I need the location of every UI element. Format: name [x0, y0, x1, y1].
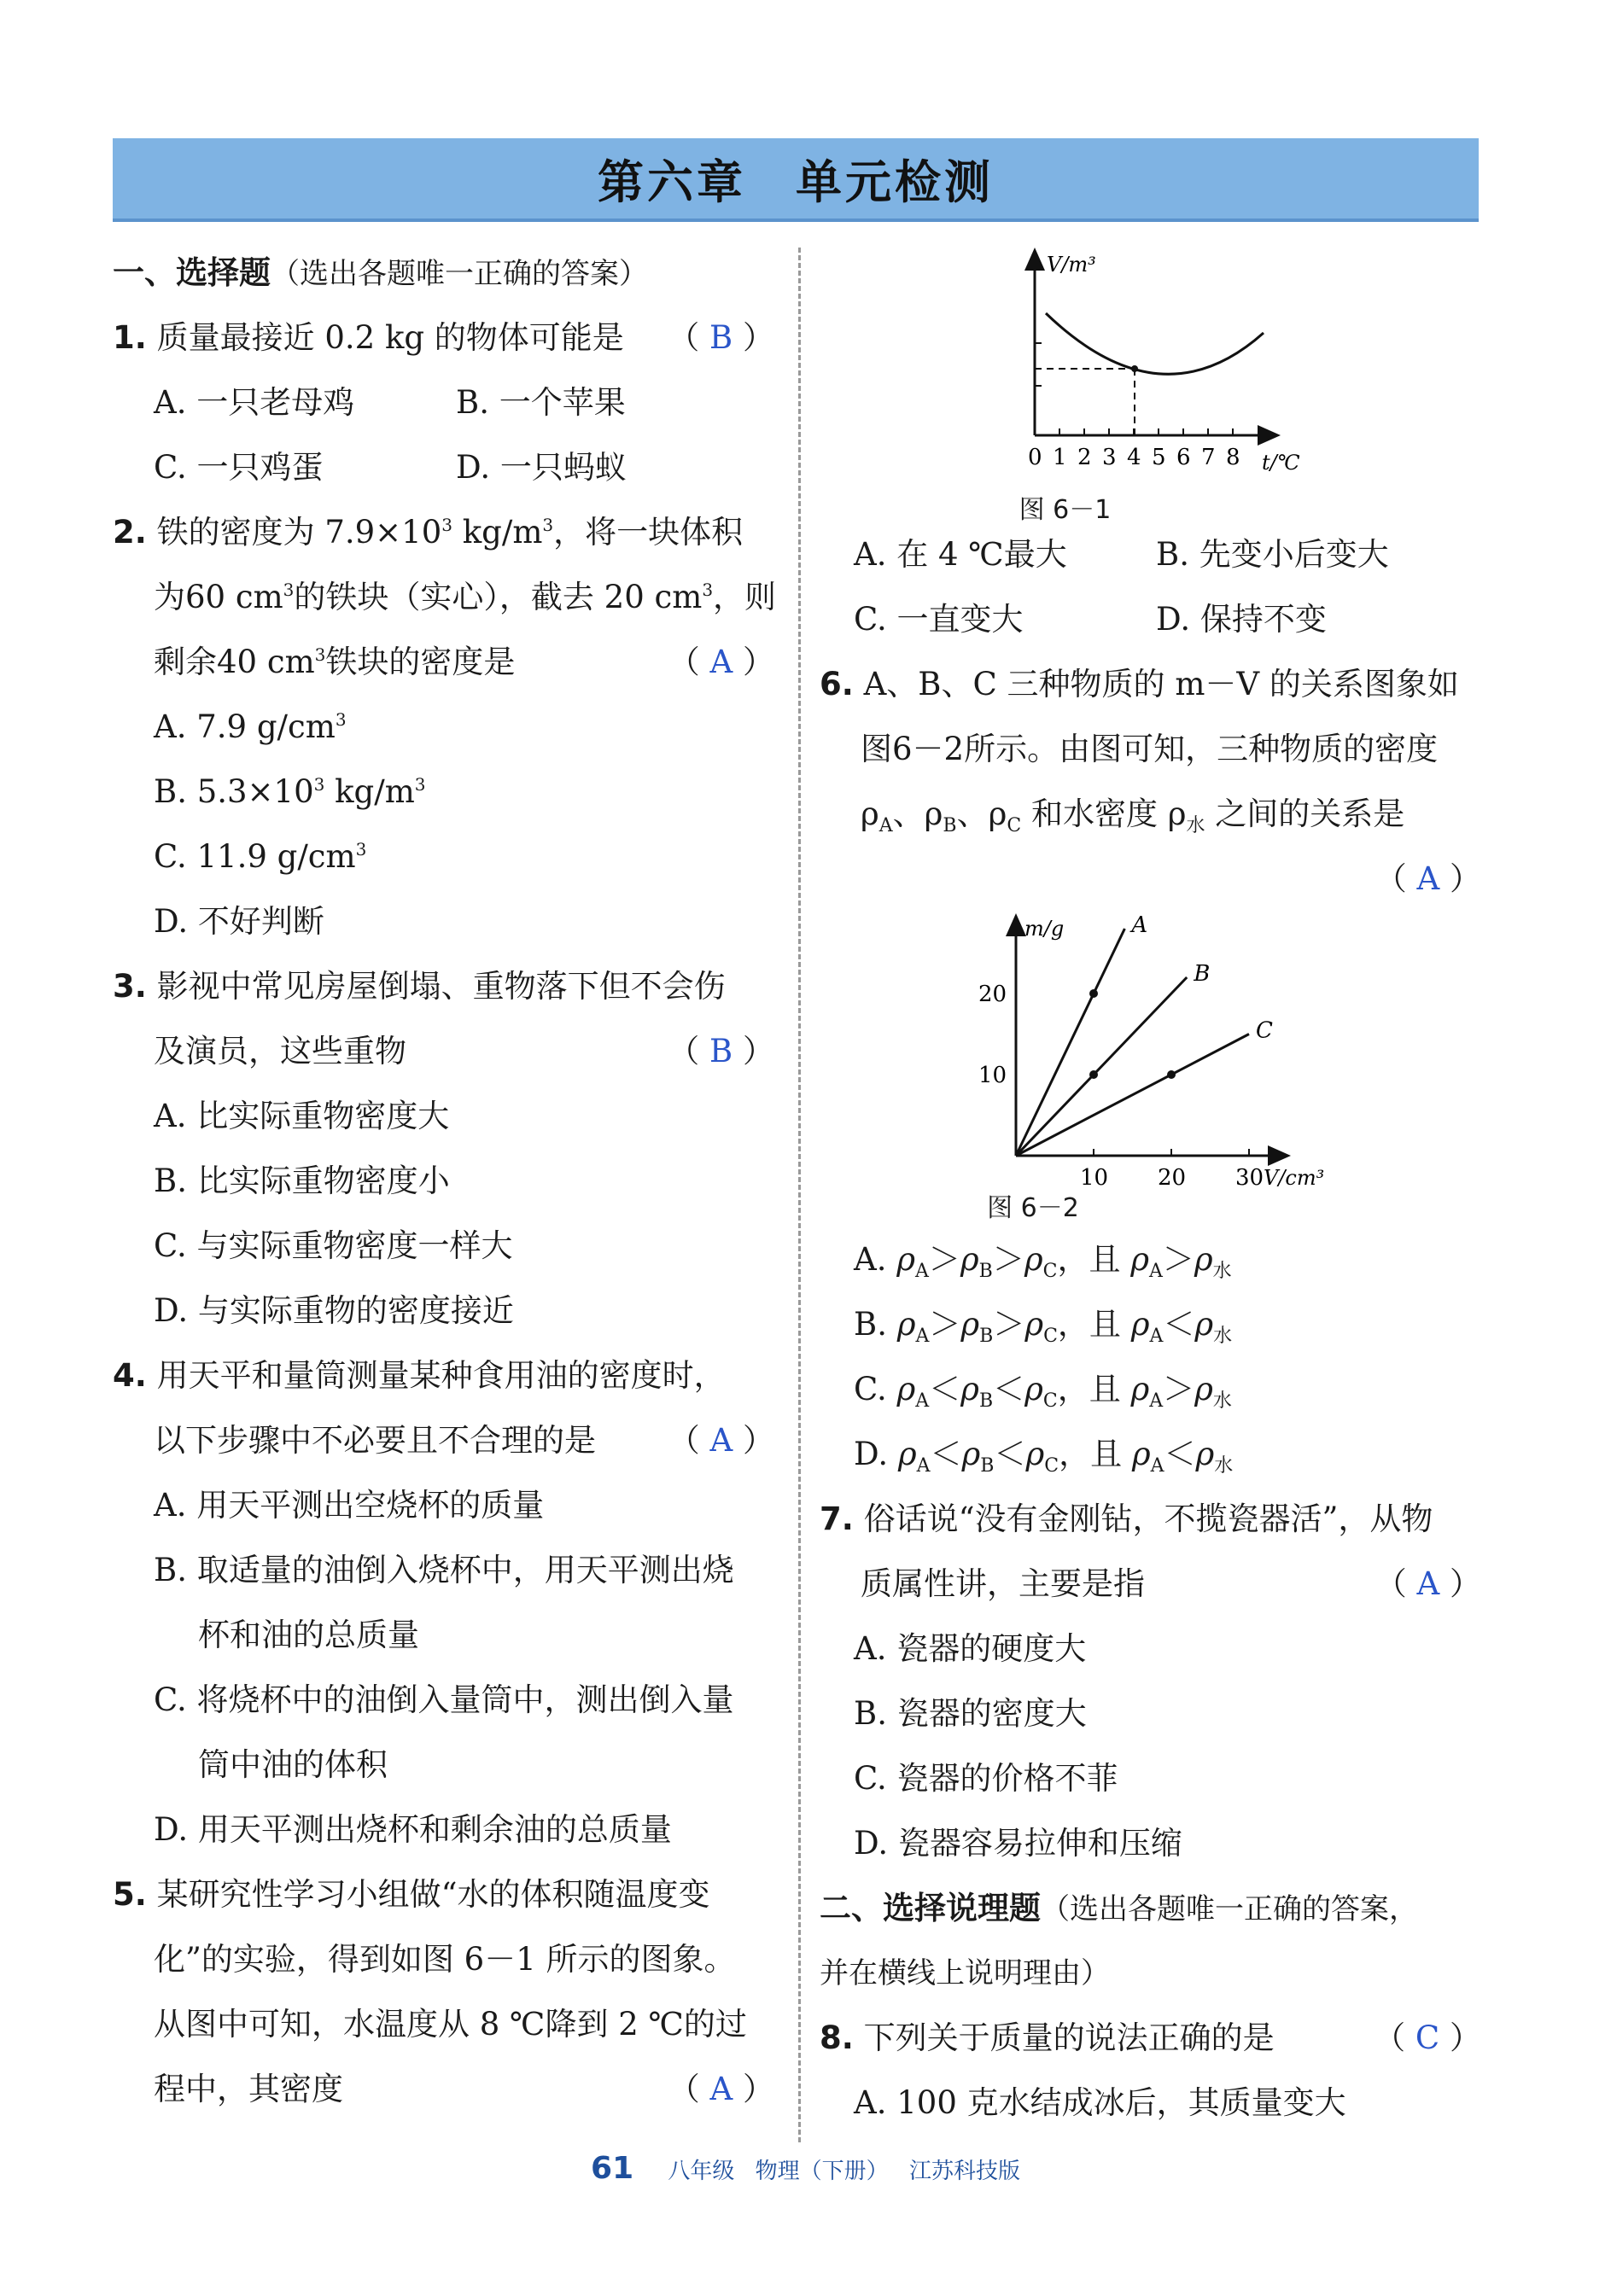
- rho-symbol: ρ: [861, 795, 879, 832]
- x-tick-label: 8: [1226, 445, 1240, 470]
- option-b: B. 取适量的油倒入烧杯中，用天平测出烧: [154, 1552, 734, 1588]
- series-line-a: [1016, 929, 1124, 1156]
- answer-box: （ A ）: [668, 1422, 774, 1459]
- rho-symbol: ρ: [1194, 1306, 1214, 1343]
- x-tick-label: 3: [1102, 445, 1117, 470]
- subscript: 水: [1212, 1390, 1232, 1412]
- series-label-c: C: [1256, 1017, 1273, 1044]
- option-token: ＞: [928, 1241, 960, 1278]
- x-tick-label: 20: [1158, 1165, 1187, 1191]
- answer-letter: A: [709, 1422, 733, 1459]
- option-token: ＞: [993, 1306, 1025, 1343]
- question-text: 质属性讲，主要是指: [861, 1565, 1145, 1602]
- subscript: C: [1043, 1326, 1058, 1347]
- option-c: C. 将烧杯中的油倒入量筒中，测出倒入量: [154, 1681, 734, 1718]
- subscript: B: [978, 1261, 993, 1282]
- question-line: [113, 630, 774, 695]
- option-text: B. 5.3×10: [154, 773, 314, 810]
- option-token: D.: [854, 1436, 898, 1472]
- left-column: [113, 241, 777, 2122]
- question-number: 6.: [820, 666, 854, 702]
- rho-symbol: ρ: [960, 1371, 979, 1407]
- answer-letter: B: [709, 1033, 733, 1069]
- superscript: 3: [355, 839, 367, 860]
- option-a: A. 用天平测出空烧杯的质量: [154, 1487, 545, 1524]
- question-text: 质量最接近 0.2 kg 的物体可能是: [156, 319, 624, 356]
- series-line-c: [1016, 1034, 1249, 1157]
- option-c: C. 一直变大: [854, 601, 1024, 638]
- option-token: ，且: [1057, 1241, 1131, 1278]
- publisher-label: 江苏科技版: [908, 2159, 1020, 2184]
- rho-symbol: ρ: [924, 795, 943, 832]
- answer-line: [820, 847, 1481, 912]
- figure-6-2-chart: [820, 912, 1481, 1193]
- question-5: [113, 1862, 774, 1927]
- option-b-cont: 杯和油的总质量: [198, 1617, 419, 1653]
- option-token: B.: [854, 1306, 897, 1343]
- volume-curve: [1046, 313, 1264, 374]
- option-text: [854, 1436, 1234, 1477]
- question-text: 之间的关系是: [1205, 795, 1405, 832]
- subscript: B: [979, 1326, 994, 1347]
- subscript: B: [978, 1390, 994, 1412]
- question-number: 8.: [820, 2019, 854, 2056]
- option-b: [820, 1292, 1481, 1357]
- y-axis-label: m/g: [1024, 917, 1065, 941]
- section-1-heading: [113, 241, 774, 306]
- data-point-b: [1089, 1070, 1098, 1079]
- option-c: C. 瓷器的价格不菲: [854, 1760, 1118, 1797]
- question-text: 铁的密度为 7.9×10: [156, 514, 442, 551]
- superscript: 3: [702, 580, 714, 600]
- superscript: 3: [335, 709, 347, 730]
- x-tick-label: 30: [1235, 1165, 1264, 1191]
- grade-label: 八年级: [668, 2159, 735, 2184]
- x-tick-label: 5: [1152, 445, 1166, 470]
- question-text: 的铁块（实心），截去 20 cm: [294, 579, 703, 615]
- rho-symbol: ρ: [1131, 1436, 1151, 1472]
- question-8: [820, 2006, 1481, 2071]
- question-line: [113, 1408, 774, 1473]
- subscript: B: [980, 1455, 995, 1477]
- question-number: 1.: [113, 319, 147, 356]
- option-token: ，且: [1059, 1436, 1132, 1472]
- subscript: A: [1149, 1326, 1164, 1347]
- question-text: kg/m: [452, 514, 543, 551]
- answer-letter: A: [1416, 860, 1440, 897]
- section-1-note: （选出各题唯一正确的答案）: [271, 257, 648, 291]
- rho-symbol: ρ: [896, 1371, 916, 1407]
- superscript: 3: [283, 580, 295, 600]
- section-2-note: （选出各题唯一正确的答案，: [1041, 1892, 1418, 1926]
- option-token: ＜: [929, 1371, 961, 1407]
- rho-symbol: ρ: [960, 1241, 979, 1278]
- option-text: [854, 1306, 1233, 1347]
- section-2-note: 并在横线上说明理由）: [820, 1956, 1110, 1990]
- option-token: ，且: [1057, 1371, 1131, 1407]
- subscript: A: [915, 1390, 930, 1412]
- question-text: 俗话说“没有金刚钻，不揽瓷器活”，从物: [863, 1501, 1433, 1537]
- option-c: C. 与实际重物密度一样大: [154, 1227, 513, 1264]
- subscript: C: [1042, 1390, 1058, 1412]
- answer-box: （ A ）: [668, 2071, 774, 2107]
- data-point-a: [1089, 989, 1098, 998]
- option-d: [820, 1422, 1481, 1487]
- question-text: 剩余40 cm: [154, 644, 315, 680]
- x-axis-label: t/℃: [1262, 451, 1300, 475]
- option-a: [820, 1227, 1481, 1292]
- option-text: [854, 1241, 1232, 1282]
- rho-symbol: ρ: [988, 795, 1007, 832]
- question-number: 5.: [113, 1876, 147, 1913]
- rho-symbol: ρ: [1195, 1436, 1215, 1472]
- answer-letter: A: [709, 644, 733, 680]
- option-b: [113, 760, 774, 825]
- option-c-cont: 筒中油的体积: [198, 1746, 388, 1783]
- option-token: ＜: [1163, 1306, 1195, 1343]
- answer-box: （ A ）: [1375, 1565, 1481, 1602]
- series-label-b: B: [1194, 961, 1211, 987]
- section-1-title: 一、选择题: [113, 254, 271, 291]
- option-b: B. 一个苹果: [456, 384, 626, 421]
- min-point: [1131, 365, 1138, 372]
- x-tick-label: 1: [1053, 445, 1067, 470]
- subscript: A: [915, 1326, 930, 1347]
- section-2-note-cont: [820, 1941, 1481, 2006]
- rho-symbol: ρ: [896, 1241, 916, 1278]
- subscript: 水: [1213, 1326, 1233, 1347]
- option-c: C. 一只鸡蛋: [154, 449, 324, 486]
- option-a: [113, 695, 774, 760]
- x-tick-label: 2: [1077, 445, 1092, 470]
- option-d: D. 保持不变: [1156, 601, 1327, 638]
- question-text: 下列关于质量的说法正确的是: [863, 2019, 1275, 2056]
- question-4: [113, 1343, 774, 1408]
- option-a: A. 一只老母鸡: [154, 384, 355, 421]
- subscript: A: [1148, 1261, 1163, 1282]
- y-tick-label: 20: [978, 982, 1007, 1007]
- question-7: [820, 1487, 1481, 1552]
- rho-symbol: ρ: [1130, 1371, 1150, 1407]
- superscript: 3: [441, 515, 452, 535]
- answer-letter: A: [709, 2071, 733, 2107]
- superscript: 3: [542, 515, 554, 535]
- option-text: D. 不好判断: [154, 903, 324, 940]
- rho-symbol: ρ: [1130, 1306, 1150, 1343]
- question-line: 化”的实验，得到如图 6－1 所示的图象。: [154, 1941, 736, 1978]
- option-c: [113, 825, 774, 889]
- question-text: 及演员，这些重物: [154, 1033, 406, 1069]
- option-d: [113, 889, 774, 954]
- subscript: C: [1042, 1261, 1058, 1282]
- rho-symbol: ρ: [1024, 1306, 1044, 1343]
- x-axis-label: V/cm³: [1264, 1166, 1325, 1190]
- section-2-title: 二、选择说理题: [820, 1890, 1041, 1926]
- question-line: [113, 1019, 774, 1084]
- subscript: A: [916, 1455, 931, 1477]
- option-text: C. 11.9 g/cm: [154, 838, 356, 875]
- question-number: 3.: [113, 968, 147, 1005]
- question-line: [113, 2057, 774, 2122]
- question-number: 2.: [113, 514, 147, 551]
- question-text: 和水密度 ρ: [1021, 795, 1187, 832]
- figure-6-2: [820, 912, 1481, 1227]
- rho-symbol: ρ: [897, 1436, 917, 1472]
- subscript: A: [878, 815, 893, 836]
- answer-box: （ B ）: [668, 319, 774, 356]
- separator: 、: [956, 795, 989, 832]
- x-tick-label: 10: [1080, 1165, 1109, 1191]
- question-6: [820, 652, 1481, 717]
- column-divider: [798, 248, 801, 2142]
- subscript: C: [1044, 1455, 1059, 1477]
- question-text: 影视中常见房屋倒塌、重物落下但不会伤: [156, 968, 726, 1005]
- option-token: A.: [854, 1241, 897, 1278]
- answer-box: （ A ）: [668, 644, 774, 680]
- rho-symbol: ρ: [1025, 1436, 1045, 1472]
- option-text: A. 7.9 g/cm: [154, 708, 336, 745]
- x-tick-label: 6: [1176, 445, 1191, 470]
- rho-symbol: ρ: [1024, 1371, 1043, 1407]
- figure-caption: 图 6－2: [987, 1193, 1079, 1223]
- option-token: ＜: [994, 1436, 1026, 1472]
- question-text: 某研究性学习小组做“水的体积随温度变: [156, 1876, 710, 1913]
- option-token: ＜: [930, 1436, 962, 1472]
- option-d: D. 瓷器容易拉伸和压缩: [854, 1825, 1182, 1862]
- option-d: D. 与实际重物的密度接近: [154, 1292, 514, 1329]
- answer-box: （ A ）: [1375, 860, 1481, 897]
- superscript: 3: [313, 774, 325, 795]
- data-point-c: [1167, 1070, 1176, 1079]
- question-number: 7.: [820, 1501, 854, 1537]
- superscript: 3: [414, 774, 426, 795]
- question-text: 以下步骤中不必要且不合理的是: [154, 1422, 596, 1459]
- options-row: [820, 587, 1481, 652]
- question-1: [113, 306, 774, 370]
- page-number: 61: [591, 2151, 634, 2186]
- option-d: D. 用天平测出烧杯和剩余油的总质量: [154, 1811, 672, 1848]
- option-a: A. 比实际重物密度大: [154, 1098, 450, 1134]
- rho-symbol: ρ: [1130, 1241, 1149, 1278]
- answer-box: （ B ）: [668, 1033, 774, 1069]
- question-text: 铁块的密度是: [325, 644, 516, 680]
- subscript: 水: [1212, 1261, 1232, 1282]
- figure-6-1: [820, 241, 1481, 525]
- question-2: [113, 500, 774, 565]
- option-d: D. 一只蚂蚁: [456, 449, 627, 486]
- subscript: 水: [1186, 815, 1205, 836]
- question-text: 程中，其密度: [154, 2071, 343, 2107]
- question-text: A、B、C 三种物质的 m－V 的关系图象如: [863, 666, 1459, 702]
- rho-symbol: ρ: [1194, 1371, 1213, 1407]
- option-b: B. 先变小后变大: [1156, 536, 1389, 573]
- superscript: 3: [314, 644, 326, 665]
- options-row: [113, 370, 774, 435]
- question-text: 用天平和量筒测量某种食用油的密度时，: [156, 1357, 726, 1394]
- option-text: kg/m: [324, 773, 415, 810]
- option-token: ＞: [1162, 1241, 1194, 1278]
- option-c: [820, 1357, 1481, 1422]
- subscript: A: [915, 1261, 929, 1282]
- subject-label: 物理（下册）: [755, 2159, 889, 2184]
- question-text: ，则: [713, 579, 777, 615]
- page-title: 第六章 单元检测: [598, 154, 994, 209]
- option-a: A. 在 4 ℃最大: [854, 536, 1067, 573]
- option-token: ＞: [929, 1306, 961, 1343]
- question-number: 4.: [113, 1357, 147, 1394]
- rho-symbol: ρ: [961, 1436, 981, 1472]
- answer-letter: B: [709, 319, 733, 356]
- option-b: B. 比实际重物密度小: [154, 1163, 450, 1199]
- options-row: [113, 435, 774, 500]
- question-line: 图6－2所示。由图可知，三种物质的密度: [861, 731, 1439, 767]
- subscript: A: [1150, 1455, 1164, 1477]
- answer-letter: A: [1416, 1565, 1440, 1602]
- subscript: C: [1007, 815, 1022, 836]
- y-axis-label: V/m³: [1047, 253, 1096, 277]
- option-text: [854, 1371, 1232, 1412]
- subscript: 水: [1214, 1455, 1234, 1477]
- rho-symbol: ρ: [1194, 1241, 1213, 1278]
- x-tick-label: 7: [1201, 445, 1216, 470]
- option-token: ，且: [1057, 1306, 1131, 1343]
- question-line: 从图中可知，水温度从 8 ℃降到 2 ℃的过: [154, 2006, 747, 2043]
- series-line-b: [1016, 977, 1187, 1156]
- section-2-heading: [820, 1876, 1481, 1941]
- option-a: A. 100 克水结成冰后，其质量变大: [854, 2084, 1346, 2121]
- figure-6-1-chart: [820, 241, 1481, 488]
- option-token: ＞: [1163, 1371, 1195, 1407]
- page-footer: [0, 2151, 1611, 2186]
- question-text: ，将一块体积: [553, 514, 744, 551]
- question-text: 为60 cm: [154, 579, 283, 615]
- options-row: [820, 522, 1481, 587]
- option-b: B. 瓷器的密度大: [854, 1695, 1087, 1732]
- answer-letter: C: [1415, 2019, 1440, 2056]
- chapter-banner: [113, 138, 1479, 222]
- option-token: ＜: [1164, 1436, 1196, 1472]
- question-line: [113, 565, 777, 630]
- x-tick-label: 0: [1028, 445, 1042, 470]
- separator: 、: [892, 795, 925, 832]
- subscript: A: [1149, 1390, 1164, 1412]
- rho-symbol: ρ: [1024, 1241, 1043, 1278]
- figure-caption: 图 6－1: [1019, 495, 1112, 525]
- question-line: [820, 1552, 1481, 1617]
- rho-symbol: ρ: [896, 1306, 916, 1343]
- option-token: ＜: [993, 1371, 1025, 1407]
- right-column: [820, 241, 1481, 2136]
- option-token: C.: [854, 1371, 897, 1407]
- question-line: [820, 782, 1481, 847]
- subscript: B: [943, 815, 957, 836]
- x-tick-label: 4: [1127, 445, 1141, 470]
- rho-symbol: ρ: [960, 1306, 980, 1343]
- y-tick-label: 10: [978, 1063, 1007, 1088]
- series-label-a: A: [1131, 912, 1148, 938]
- question-3: [113, 954, 774, 1019]
- answer-box: （ C ）: [1374, 2019, 1481, 2056]
- option-a: A. 瓷器的硬度大: [854, 1630, 1087, 1667]
- option-token: ＞: [992, 1241, 1024, 1278]
